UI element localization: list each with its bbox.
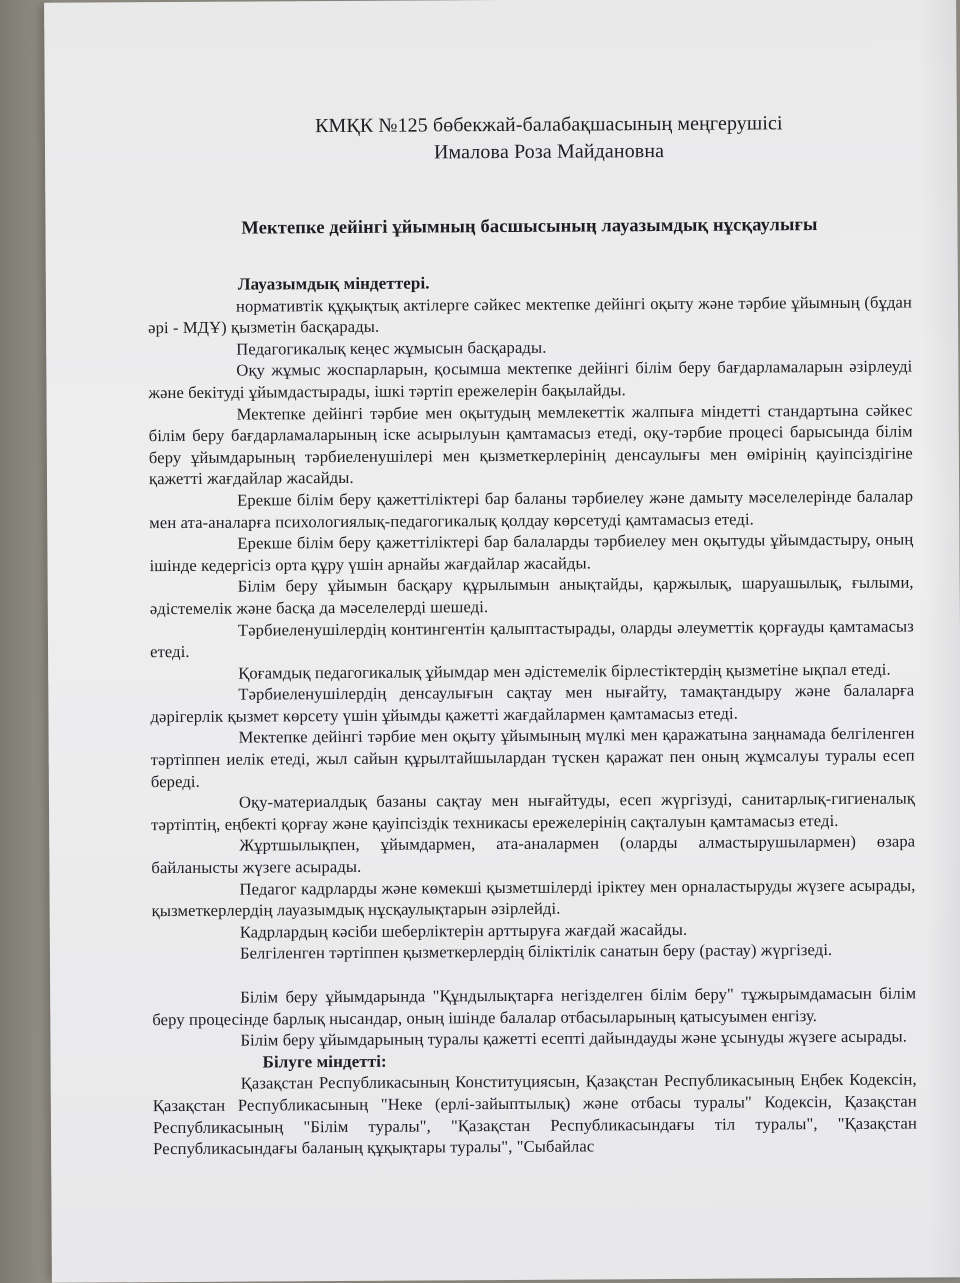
duty-paragraph: Жұртшылықпен, ұйымдармен, ата-аналармен (оларды алмастырушылармен) өзара байланысты жүзеге асырады.	[151, 831, 916, 878]
knowledge-heading: Білуге міндетті:	[262, 1051, 387, 1072]
duty-paragraph: Педагог кадрларды және көмекші қызметшілерді іріктеу мен орналастыруды жүзеге асырады, қызметкерлердің лауазымдық нұсқаулықтарын әзірлейді.	[151, 875, 916, 921]
duty-paragraph: Қоғамдық педагогикалық ұйымдар мен әдістемелік бірлестіктердің қызметіне ықпал етеді.	[238, 659, 891, 683]
duties-list	[148, 291, 916, 965]
duty-paragraph: Білім беру ұйымдарының туралы қажетті есепті дайындауды және ұсынуды жүзеге асырады.	[240, 1026, 908, 1050]
header-institution: КМҚК №125 бөбекжай-балабақшасының меңгерушісі	[314, 112, 783, 138]
document-header	[187, 110, 911, 168]
duty-paragraph: Кадрлардың кәсіби шеберліктерін арттыруға жағдай жасайды.	[239, 919, 688, 942]
duty-paragraph: Мектепке дейінгі тәрбие мен оқыту ұйымының мүлкі мен қаражатына заңнамада белгіленген тәртіппен иелік етеді, жыл сайын құрылтайшылардан түскен қаражат пен оның жұмсалуы туралы есеп береді.	[150, 723, 915, 791]
duty-paragraph: Белгіленген тәртіппен қызметкерлердің біліктілік санатын беру (растау) жүргізеді.	[239, 940, 833, 964]
duties-heading: Лауазымдық міндеттері.	[237, 273, 430, 294]
document-body	[147, 110, 917, 1160]
knowledge-paragraph: Қазақстан Республикасының Конституциясын, Қазақстан Республикасының Еңбек Кодексін, Қазақстан Республикасының "Неке (ерлі-зайыптылық) және отбасы туралы" Кодексін, Қазақстан Республикасының "Білім туралы", "Қазақстан Республикасындағы тіл туралы", "Қазақстан Республикасындағы баланың құқықтары туралы", "Сыбайлас	[152, 1069, 918, 1159]
duty-paragraph: Ерекше білім беру қажеттіліктері бар балаларды тәрбиелеу мен оқытуды ұйымдастыру, оның ішінде кедергісіз орта құру үшін арнайы жағдайлар жасайды.	[149, 529, 914, 575]
document-title: Мектепке дейінгі ұйымның басшысының лауазымдық нұсқаулығы	[241, 215, 818, 239]
duty-paragraph: нормативтік құқықтық актілерге сәйкес мектепке дейінгі оқыту және тәрбие ұйымның (бұдан әрі - МДҰ) қызметін басқарады.	[148, 292, 912, 338]
duty-paragraph: Тәрбиеленушілердің денсаулығын сақтау мен нығайту, тамақтандыру және балаларға дәрігерлік қызмет көрсету үшін ұйымды қажетті жағдайлармен қамтамасыз етеді.	[150, 680, 915, 727]
duty-paragraph: Мектепке дейінгі тәрбие мен оқытудың мемлекеттік жалпыға міндетті стандартына сәйкес білім беру бағдарламаларының іске асырылуын қамтамасыз етеді, оқу-тәрбие процесі барысында білім беру ұйымдарының тәрбиеленушілері мен қызметкерлерінің денсаулығы мен өмірінің қауіпсіздігіне қажетті жағдайлар жасайды.	[148, 400, 913, 489]
duty-paragraph: Оқу-материалдық базаны сақтау мен нығайтуды, есеп жүргізуді, санитарлық-гигиеналық тәртіптің, еңбекті қорғау және қауіпсіздік техникасы ережелерінің сақталуын қамтамасыз етеді.	[151, 788, 916, 835]
duties-extra-list	[152, 982, 916, 1051]
header-person-name: Ималовa Роза Майдановна	[433, 140, 665, 164]
duty-paragraph: Оқу жұмыс жоспарларын, қосымша мектепке дейінгі білім беру бағдарламаларын әзірлеуді және бекітуді ұйымдастырады, ішкі тәртіп ережелерін бақылайды.	[148, 356, 913, 403]
duty-paragraph: Білім беру ұйымдарында "Құндылықтарға негізделген білім беру" тұжырымдамасын білім беру процесінде барлық нысандар, оның ішінде балалар отбасыларының қатысуымен енгізу.	[152, 983, 917, 1029]
paper-sheet	[44, 0, 960, 1283]
duty-paragraph: Білім беру ұйымын басқару құрылымын анықтайды, қаржылық, шаруашылық, ғылыми, әдістемелік және басқа да мәселелерді шешеді.	[149, 572, 914, 619]
duty-paragraph: Тәрбиеленушілердің контингентін қалыптастырады, оларды әлеуметтік қорғауды қамтамасыз етеді.	[150, 615, 914, 662]
duty-paragraph: Педагогикалық кеңес жұмысын басқарады.	[236, 337, 547, 359]
duty-paragraph: Ерекше білім беру қажеттіліктері бар баланы тәрбиелеу және дамыту мәселелерінде балалар мен ата-аналарға психологиялық-педагогикалық қолдау көрсетуді қамтамасыз етеді.	[149, 486, 914, 532]
